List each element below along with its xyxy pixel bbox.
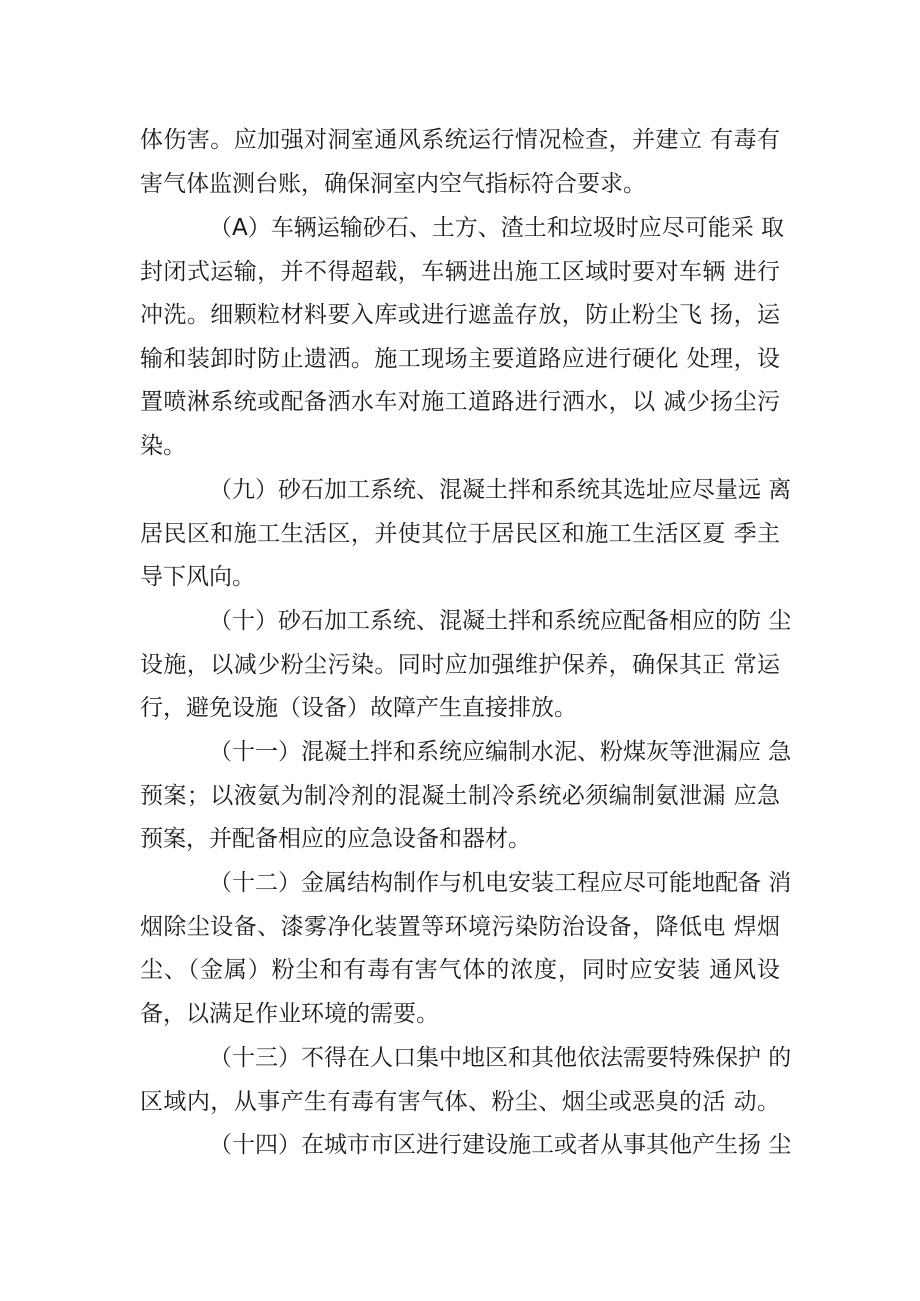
text-line: 染。 <box>140 433 186 459</box>
text-line: 居民区和施工生活区，并使其位于居民区和施工生活区夏 季主 <box>140 521 780 547</box>
text-line: （九）砂石加工系统、混凝土拌和系统其选址应尽量远 离 <box>209 477 792 503</box>
text-line: 设施，以减少粉尘污染。同时应加强维护保养，确保其正 常运 <box>140 652 780 678</box>
text-line: 害气体监测台账，确保洞室内空气指标符合要求。 <box>140 171 646 197</box>
text-line: （A）车辆运输砂石、土方、渣土和垃圾时应尽可能采 取 <box>209 215 785 241</box>
text-line: 体伤害。应加强对洞室通风系统运行情况检查，并建立 有毒有 <box>140 127 780 153</box>
text-line: 行，避免设施（设备）故障产生直接排放。 <box>140 695 577 721</box>
text-line: 预案，并配备相应的应急设备和器材。 <box>140 826 531 852</box>
text-line: （十一）混凝土拌和系统应编制水泥、粉煤灰等泄漏应 急 <box>209 739 792 765</box>
text-line: 导下风向。 <box>140 564 255 590</box>
text-line: （十三）不得在人口集中地区和其他依法需要特殊保护 的 <box>209 1045 792 1071</box>
text-line: 冲洗。细颗粒材料要入库或进行遮盖存放，防止粉尘飞 扬，运 <box>140 302 780 328</box>
text-line: 烟除尘设备、漆雾净化装置等环境污染防治设备，降低电 焊烟 <box>140 914 780 940</box>
text-line: （十二）金属结构制作与机电安装工程应尽可能地配备 消 <box>209 870 792 896</box>
text-line: 区域内，从事产生有毒有害气体、粉尘、烟尘或恶臭的活 动。 <box>140 1089 780 1115</box>
text-line: 输和装卸时防止遗洒。施工现场主要道路应进行硬化 处理，设 <box>140 346 780 372</box>
text-line: （十四）在城市市区进行建设施工或者从事其他产生扬 尘 <box>209 1132 792 1158</box>
text-line: （十）砂石加工系统、混凝土拌和系统应配备相应的防 尘 <box>209 608 792 634</box>
text-line: 置喷淋系统或配备洒水车对施工道路进行洒水，以 减少扬尘污 <box>140 389 780 415</box>
text-line: 封闭式运输，并不得超载，车辆进出施工区域时要对车辆 进行 <box>140 259 780 285</box>
text-line: 预案；以液氨为制冷剂的混凝土制冷系统必须编制氨泄漏 应急 <box>140 783 780 809</box>
text-line: 备，以满足作业环境的需要。 <box>140 1001 439 1027</box>
text-line: 尘、（金属）粉尘和有毒有害气体的浓度，同时应安装 通风设 <box>140 957 780 983</box>
